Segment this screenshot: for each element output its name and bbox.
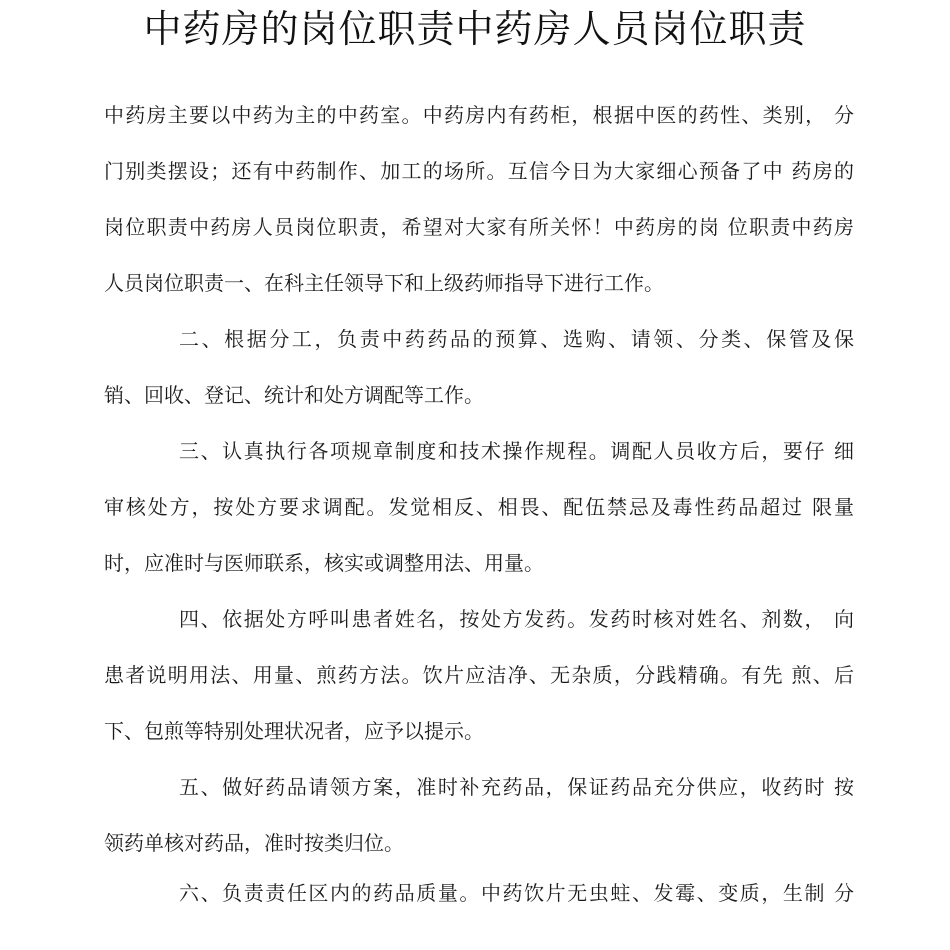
- paragraph-line: 四、依据处方呼叫患者姓名，按处方发药。发药时核对姓名、剂数， 向: [179, 607, 854, 631]
- paragraph-line: 六、负责责任区内的药品质量。中药饮片无虫蛀、发霉、变质，生制 分: [179, 881, 854, 905]
- document-title: 中药房的岗位职责中药房人员岗位职责: [143, 7, 807, 51]
- paragraph-line: 三、认真执行各项规章制度和技术操作规程。调配人员收方后，要仔 细: [179, 439, 854, 463]
- paragraph-line: 中药房主要以中药为主的中药室。中药房内有药柜，根据中医的药性、类别， 分: [104, 103, 854, 127]
- paragraph-line: 下、包煎等特别处理状况者，应予以提示。: [104, 719, 484, 743]
- paragraph-line: 患者说明用法、用量、煎药方法。饮片应洁净、无杂质，分践精确。有先 煎、后: [104, 663, 854, 687]
- paragraph-line: 岗位职责中药房人员岗位职责，希望对大家有所关怀！中药房的岗 位职责中药房: [104, 215, 854, 239]
- paragraph-line: 二、根据分工，负责中药药品的预算、选购、请领、分类、保管及保: [179, 327, 854, 351]
- paragraph-line: 销、回收、登记、统计和处方调配等工作。: [104, 383, 484, 407]
- paragraph-line: 五、做好药品请领方案，准时补充药品，保证药品充分供应，收药时 按: [179, 775, 854, 799]
- paragraph-line: 审核处方，按处方要求调配。发觉相反、相畏、配伍禁忌及毒性药品超过 限量: [104, 495, 854, 519]
- paragraph-line: 领药单核对药品，准时按类归位。: [104, 831, 404, 855]
- paragraph-line: 人员岗位职责一、在科主任领导下和上级药师指导下进行工作。: [104, 271, 664, 295]
- paragraph-line: 门别类摆设；还有中药制作、加工的场所。互信今日为大家细心预备了中 药房的: [104, 159, 854, 183]
- paragraph-line: 时，应准时与医师联系，核实或调整用法、用量。: [104, 551, 544, 575]
